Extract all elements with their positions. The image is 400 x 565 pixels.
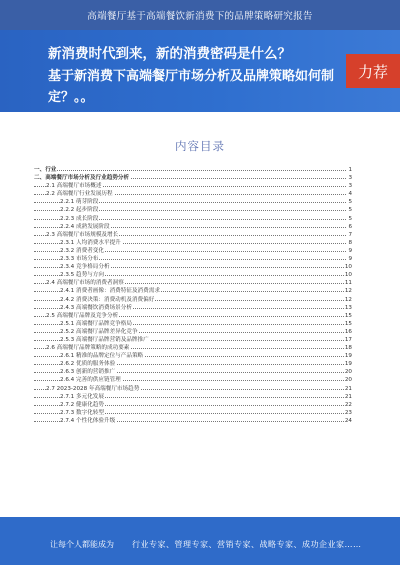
toc-entry-page: 22 [344, 401, 352, 408]
toc-entry-page: 24 [344, 417, 352, 424]
toc-entry[interactable] [34, 417, 352, 425]
toc-entry[interactable] [34, 271, 352, 279]
toc-entry-label: 2.2.3 成长阶段 [60, 215, 99, 222]
toc-entry[interactable] [34, 174, 352, 182]
toc-entry-page: 12 [344, 288, 352, 295]
toc-entry-page: 19 [344, 353, 352, 360]
toc-entry-label: 2.2.4 成熟发展阶段 [60, 223, 110, 230]
toc-heading: 内容目录 [175, 139, 225, 153]
toc-entry-label: 2.6.4 完善的供应链管理 [60, 377, 121, 384]
toc-entry[interactable] [34, 385, 352, 393]
toc-entry[interactable] [34, 279, 352, 287]
toc-entry[interactable] [34, 344, 352, 352]
toc-entry-label: 2.1 高端餐厅市场概述 [46, 183, 102, 190]
toc-entry-page: 13 [344, 304, 352, 311]
toc-entry-label: 一、行业 [34, 167, 57, 173]
toc-entry[interactable] [34, 304, 352, 312]
toc-entry[interactable] [34, 190, 352, 198]
toc-entry[interactable] [34, 223, 352, 231]
report-title: 高端餐厅基于高端餐饮新消费下的品牌策略研究报告 [87, 11, 313, 22]
toc-entry[interactable] [34, 215, 352, 223]
toc-entry-page: 4 [348, 191, 352, 198]
toc-entry-label: 2.3.1 人均消费水平提升 [60, 239, 121, 246]
recommend-badge: 力荐 [346, 54, 400, 88]
toc-entry-label: 2.5.3 高端餐厅品牌营销及品牌推广 [60, 336, 149, 343]
toc-entry[interactable] [34, 312, 352, 320]
toc-entry-label: 2.2 高端餐厅行业发展历程 [46, 191, 113, 198]
toc-entry-page: 5 [348, 199, 352, 206]
toc-entry-label: 2.6.3 创新的营销推广 [60, 369, 116, 376]
toc-entry[interactable] [34, 352, 352, 360]
toc-entry-page: 20 [344, 369, 352, 376]
toc-entry-label: 2.7.3 数字化转型 [60, 409, 104, 416]
toc-entry-label: 2.4.1 消费者画像：消费特征及消费需求 [60, 288, 160, 295]
toc-leader-dots [34, 170, 352, 171]
toc-entry-label: 2.5 高端餐厅品牌及竞争分析 [46, 312, 119, 319]
toc-entry-page: 16 [344, 328, 352, 335]
toc-entry[interactable] [34, 360, 352, 368]
toc-entry[interactable] [34, 376, 352, 384]
toc-entry-label: 2.3.5 趋势与方向 [60, 272, 104, 279]
toc-entry-label: 2.7.4 个性化体验升级 [60, 417, 116, 424]
toc-entry-page: 21 [344, 393, 352, 400]
toc-entry-page: 15 [344, 320, 352, 327]
toc-entry[interactable] [34, 401, 352, 409]
toc-entry-page: 11 [344, 280, 352, 287]
toc-entry-page: 8 [348, 239, 352, 246]
toc-entry[interactable] [34, 206, 352, 214]
toc-entry-label: 2.3.4 竞争格局分析 [60, 264, 110, 271]
toc-entry-page: 19 [344, 361, 352, 368]
footer-roles: 行业专家、管理专家、营销专家、战略专家、成功企业家…… [132, 540, 362, 549]
toc-entry-label: 2.2.1 萌芽阶段 [60, 199, 99, 206]
table-of-contents [34, 166, 352, 425]
toc-entry-page: 15 [344, 312, 352, 319]
toc-entry-label: 二、高端餐厅市场分析及行业趋势分析 [34, 175, 130, 182]
toc-entry-label: 2.7 2023-2028 年高端餐厅市场趋势 [46, 385, 140, 392]
toc-entry-label: 2.3.3 市场分布 [60, 256, 99, 263]
toc-entry-label: 2.5.1 高端餐厅品牌竞争格局 [60, 320, 132, 327]
toc-entry-page: 18 [344, 345, 352, 352]
toc-entry-page: 6 [348, 223, 352, 230]
toc-entry[interactable] [34, 166, 352, 174]
toc-entry[interactable] [34, 320, 352, 328]
toc-entry[interactable] [34, 231, 352, 239]
toc-entry[interactable] [34, 255, 352, 263]
toc-entry-page: 7 [348, 231, 352, 238]
toc-entry-page: 3 [348, 183, 352, 190]
toc-entry-label: 2.3.2 消费者变化 [60, 247, 104, 254]
toc-entry-page: 5 [348, 207, 352, 214]
toc-entry[interactable] [34, 182, 352, 190]
toc-entry-label: 2.4.2 消费决策：消费动机及消费偏好 [60, 296, 155, 303]
toc-entry-page: 9 [348, 247, 352, 254]
toc-entry-page: 10 [344, 272, 352, 279]
toc-entry-label: 2.7.2 健康化趋势 [60, 401, 104, 408]
toc-entry[interactable] [34, 247, 352, 255]
toc-entry[interactable] [34, 263, 352, 271]
toc-entry-label: 2.7.1 多元化发展 [60, 393, 104, 400]
hero-headline: 新消费时代到来，新的消费密码是什么？ [48, 46, 291, 62]
toc-entry-page: 3 [348, 175, 352, 182]
toc-entry[interactable] [34, 296, 352, 304]
toc-entry-page: 5 [348, 215, 352, 222]
toc-entry[interactable] [34, 198, 352, 206]
toc-entry-label: 2.4.3 高端餐饮消费场景分析 [60, 304, 132, 311]
top-banner [0, 0, 400, 30]
toc-entry-page: 23 [344, 409, 352, 416]
toc-entry-page: 21 [344, 385, 352, 392]
toc-entry-page: 1 [348, 167, 352, 173]
toc-entry[interactable] [34, 239, 352, 247]
footer-slogan: 让每个人都能成为 [50, 540, 114, 549]
toc-entry[interactable] [34, 328, 352, 336]
toc-entry[interactable] [34, 393, 352, 401]
toc-entry-label: 2.6 高端餐厅品牌策略的成功要素 [46, 345, 130, 352]
toc-entry[interactable] [34, 368, 352, 376]
toc-entry-page: 17 [344, 336, 352, 343]
toc-entry-page: 10 [344, 264, 352, 271]
toc-entry[interactable] [34, 409, 352, 417]
toc-entry[interactable] [34, 287, 352, 295]
toc-entry-page: 20 [344, 377, 352, 384]
toc-entry-label: 2.6.1 精准的品牌定位与产品策略 [60, 353, 144, 360]
toc-entry-label: 2.2.2 起步阶段 [60, 207, 99, 214]
toc-entry-label: 2.6.2 优质的服务体验 [60, 361, 116, 368]
document-page [0, 112, 400, 517]
toc-entry-label: 2.3 高端餐厅市场规模及增长 [46, 231, 119, 238]
toc-entry-label: 2.5.2 高端餐厅品牌差异化竞争 [60, 328, 138, 335]
toc-entry-page: 9 [348, 256, 352, 263]
toc-entry-label: 2.4 高端餐厅市场的消费者洞察 [46, 280, 124, 287]
hero-subheadline: 基于新消费下高端餐厅市场分析及品牌策略如何制定？。。 [48, 69, 335, 105]
toc-entry-page: 12 [344, 296, 352, 303]
toc-entry[interactable] [34, 336, 352, 344]
